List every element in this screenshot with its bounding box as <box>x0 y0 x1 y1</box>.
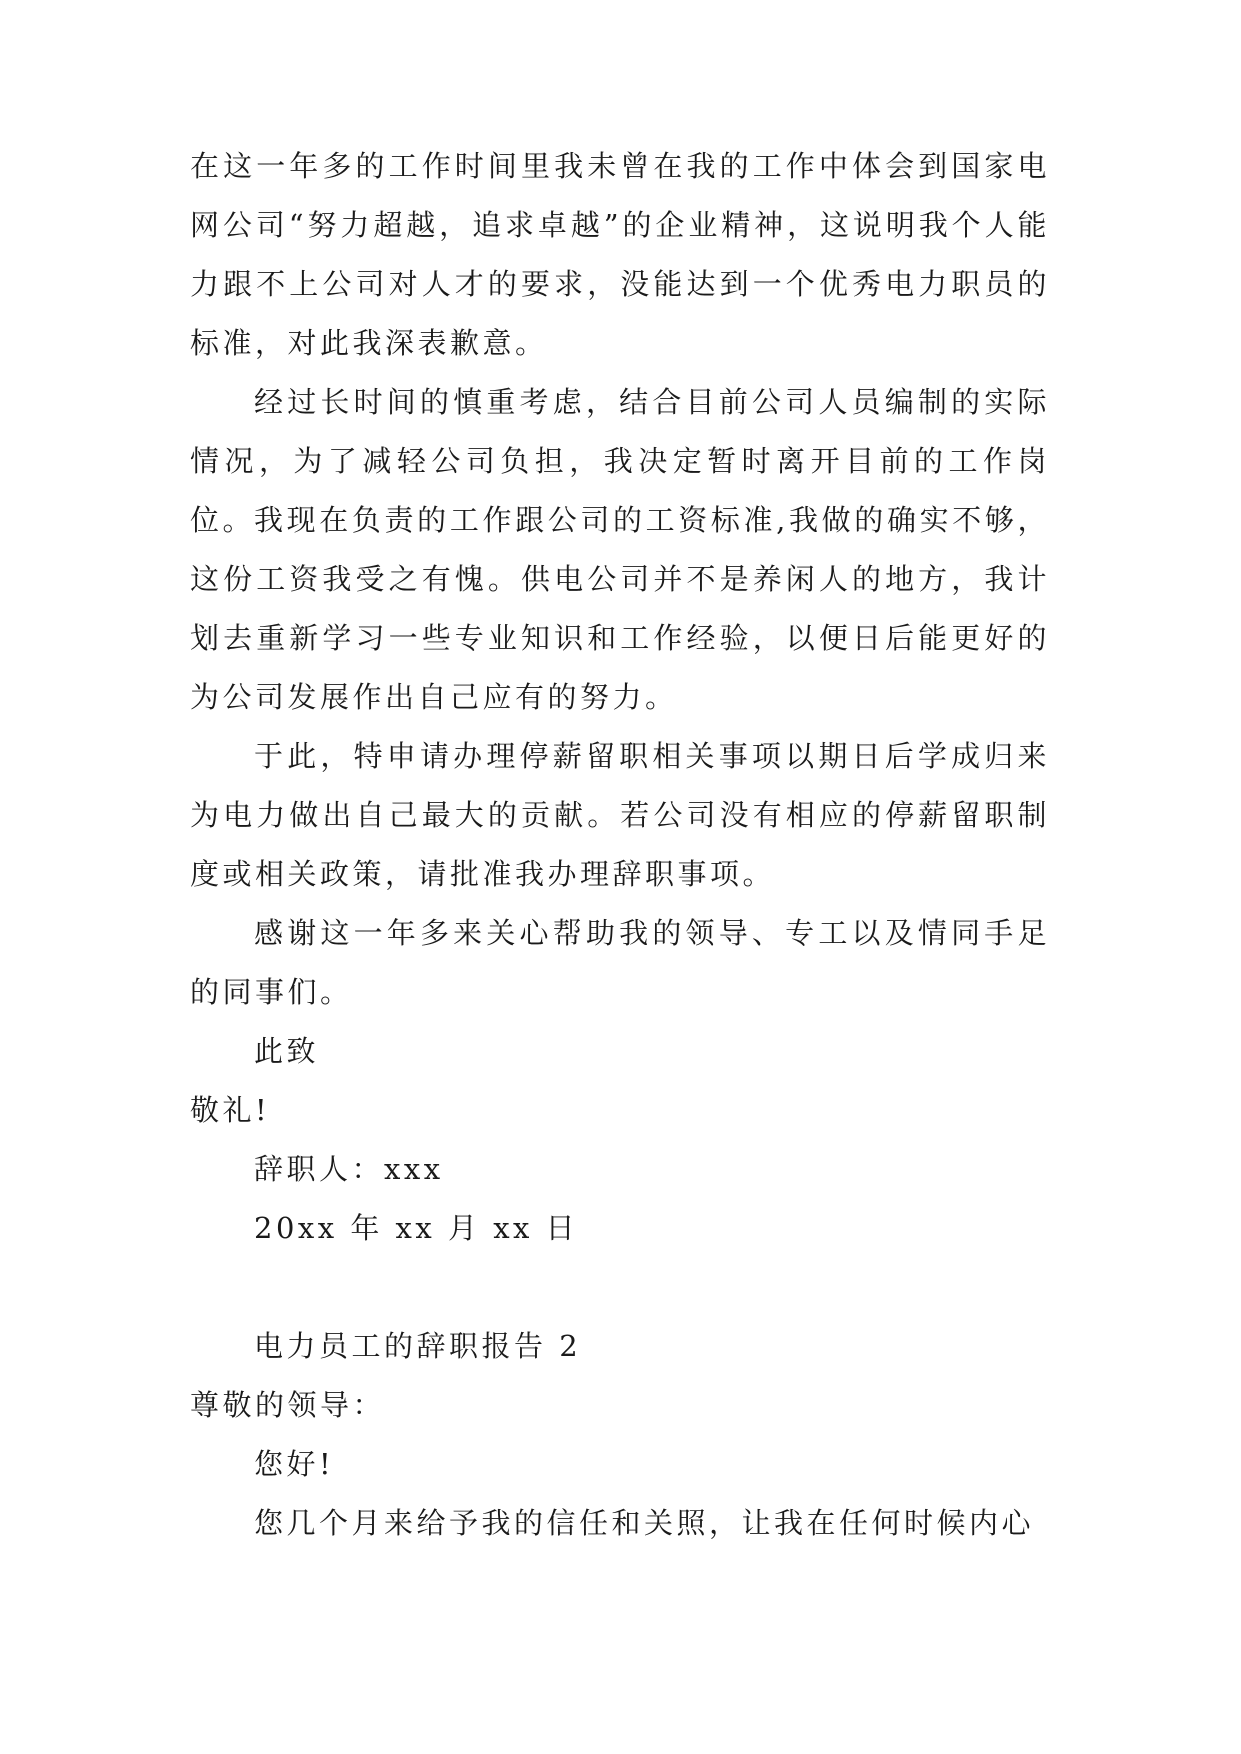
paragraph-5: 感谢这一年多来关心帮助我的领导、专工以及情同手足的同事们。 <box>190 916 1050 1009</box>
salutation: 尊敬的领导： <box>190 1388 386 1422</box>
closing-ci-zhi: 此致 <box>254 1034 320 1068</box>
closing-jing-li: 敬礼! <box>190 1093 271 1127</box>
paragraph-1: 在这一年多的工作时间里我未曾在我的工作中体会到国家电网公司“努力超越，追求卓越”的企业精神，这说明我个人能力跟不上公司对人才的要求，没能达到一个优秀电力职员的标准，对此我深表歉意。 <box>190 149 1050 360</box>
section-2-paragraph: 您几个月来给予我的信任和关照，让我在任何时候内心 <box>254 1506 1035 1540</box>
section-2-title: 电力员工的辞职报告 2 <box>254 1329 582 1363</box>
paragraph-4: 于此，特申请办理停薪留职相关事项以期日后学成归来为电力做出自己最大的贡献。若公司没有相应的停薪留职制度或相关政策，请批准我办理辞职事项。 <box>190 739 1050 891</box>
paragraph-3: 我现在负责的工作跟公司的工资标准,我做的确实不够，这份工资我受之有愧。供电公司并不是养闲人的地方，我计划去重新学习一些专业知识和工作经验，以便日后能更好的为公司发展作出自己应有的努力。 <box>190 503 1050 714</box>
date-line: 20xx 年 xx 月 xx 日 <box>254 1211 579 1245</box>
signature-line: 辞职人：xxx <box>254 1152 444 1186</box>
greeting: 您好! <box>254 1447 335 1481</box>
paragraph-2: 经过长时间的慎重考虑，结合目前公司人员编制的实际情况，为了减轻公司负担，我决定暂时离开目前的工作岗位。 <box>190 385 1050 537</box>
